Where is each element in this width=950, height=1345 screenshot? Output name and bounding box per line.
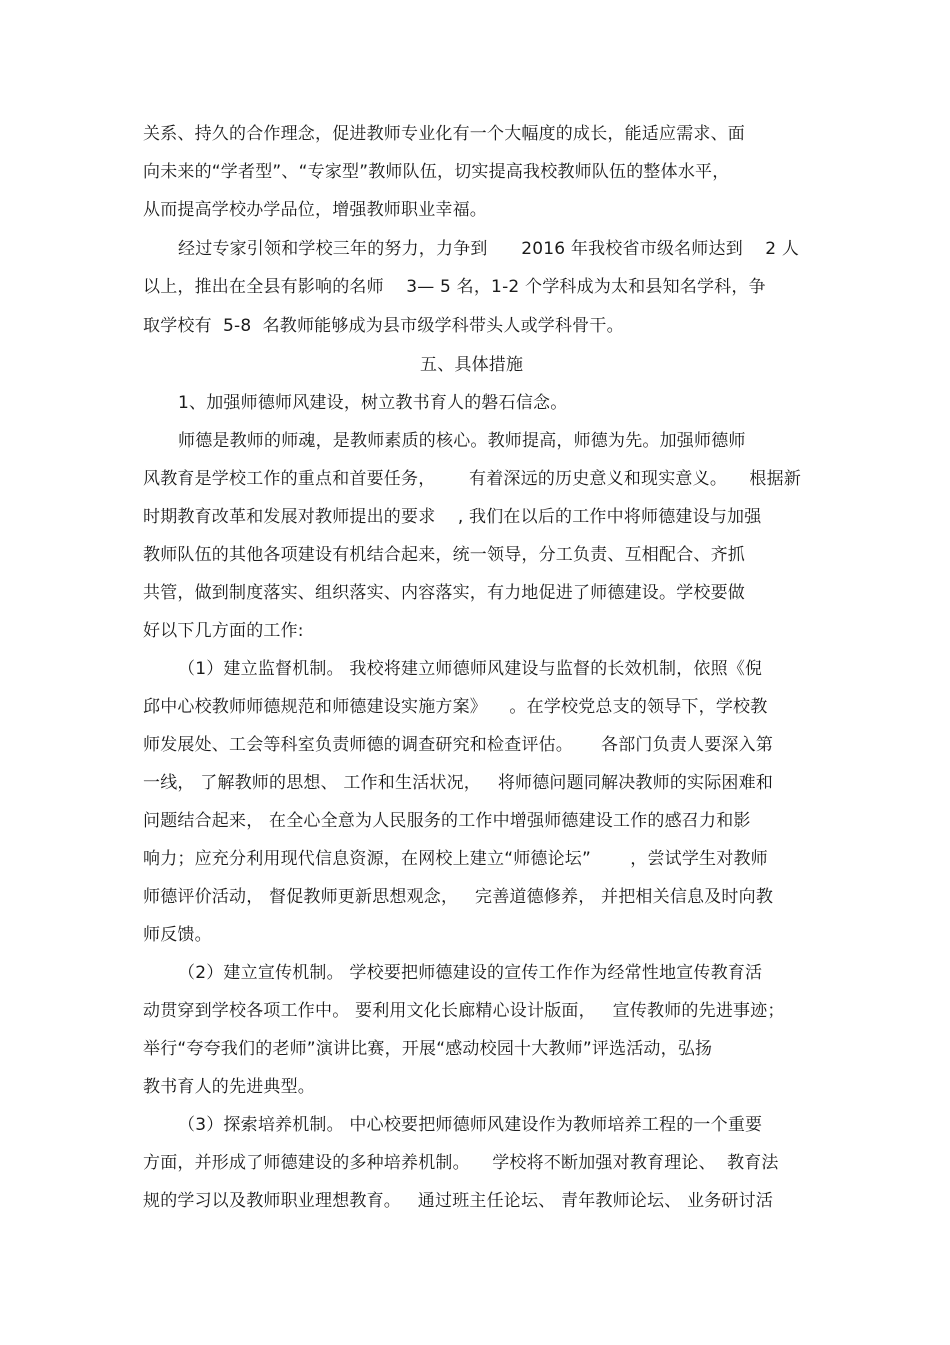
text-line: 取学校有 5-8 名教师能够成为县市级学科带头人或学科骨干。 [143, 316, 624, 336]
text-line: （2）建立宣传机制。 学校要把师德建设的宣传工作作为经常性地宣传教育活 [178, 963, 763, 983]
text-line: 响力；应充分利用现代信息资源，在网校上建立“师德论坛” ，尝试学生对教师 [143, 849, 768, 869]
text-line: 教书育人的先进典型。 [143, 1077, 315, 1097]
section-heading: 五、具体措施 [420, 355, 524, 375]
subsection-heading: 1、加强师德师风建设，树立教书育人的磐石信念。 [178, 393, 568, 413]
text-line: 向未来的“学者型”、“专家型”教师队伍，切实提高我校教师队伍的整体水平， [143, 162, 730, 182]
text-line: 师发展处、工会等科室负责师德的调查研究和检查评估。 各部门负责人要深入第 [143, 735, 774, 755]
text-line: 经过专家引领和学校三年的努力，力争到 2016 年我校省市级名师达到 2 人 [178, 239, 800, 259]
text-line: 邱中心校教师师德规范和师德建设实施方案》 。在学校党总支的领导下，学校教 [143, 697, 768, 717]
text-line: 以上，推出在全县有影响的名师 3— 5 名，1-2 个学科成为太和县知名学科，争 [143, 277, 766, 297]
text-line: 师德是教师的师魂，是教师素质的核心。教师提高，师德为先。加强师德师 [178, 431, 746, 451]
text-line: 方面，并形成了师德建设的多种培养机制。 学校将不断加强对教育理论、 教育法 [143, 1153, 779, 1173]
text-line: 举行“夸夸我们的老师”演讲比赛，开展“感动校园十大教师”评选活动，弘扬 [143, 1039, 713, 1059]
text-line: 关系、持久的合作理念，促进教师专业化有一个大幅度的成长，能适应需求、面 [143, 124, 745, 144]
text-line: 规的学习以及教师职业理想教育。 通过班主任论坛、 青年教师论坛、 业务研讨活 [143, 1191, 774, 1211]
text-line: 一线， 了解教师的思想、 工作和生活状况， 将师德问题同解决教师的实际困难和 [143, 773, 774, 793]
text-line: 风教育是学校工作的重点和首要任务， 有着深远的历史意义和现实意义。 根据新 [143, 469, 802, 489]
text-line: 从而提高学校办学品位，增强教师职业幸福。 [143, 200, 487, 220]
text-line: 共管，做到制度落实、组织落实、内容落实，有力地促进了师德建设。学校要做 [143, 583, 745, 603]
text-line: 教师队伍的其他各项建设有机结合起来，统一领导，分工负责、互相配合、齐抓 [143, 545, 745, 565]
text-line: （3）探索培养机制。 中心校要把师德师风建设作为教师培养工程的一个重要 [178, 1115, 763, 1135]
text-line: 动贯穿到学校各项工作中。 要利用文化长廊精心设计版面， 宣传教师的先进事迹； [143, 1001, 785, 1021]
text-line: 好以下几方面的工作: [143, 621, 304, 641]
text-line: 时期教育改革和发展对教师提出的要求 , 我们在以后的工作中将师德建设与加强 [143, 507, 762, 527]
text-line: （1）建立监督机制。 我校将建立师德师风建设与监督的长效机制，依照《倪 [178, 659, 763, 679]
text-line: 师德评价活动， 督促教师更新思想观念， 完善道德修养， 并把相关信息及时向教 [143, 887, 774, 907]
text-line: 问题结合起来， 在全心全意为人民服务的工作中增强师德建设工作的感召力和影 [143, 811, 751, 831]
text-line: 师反馈。 [143, 925, 212, 945]
